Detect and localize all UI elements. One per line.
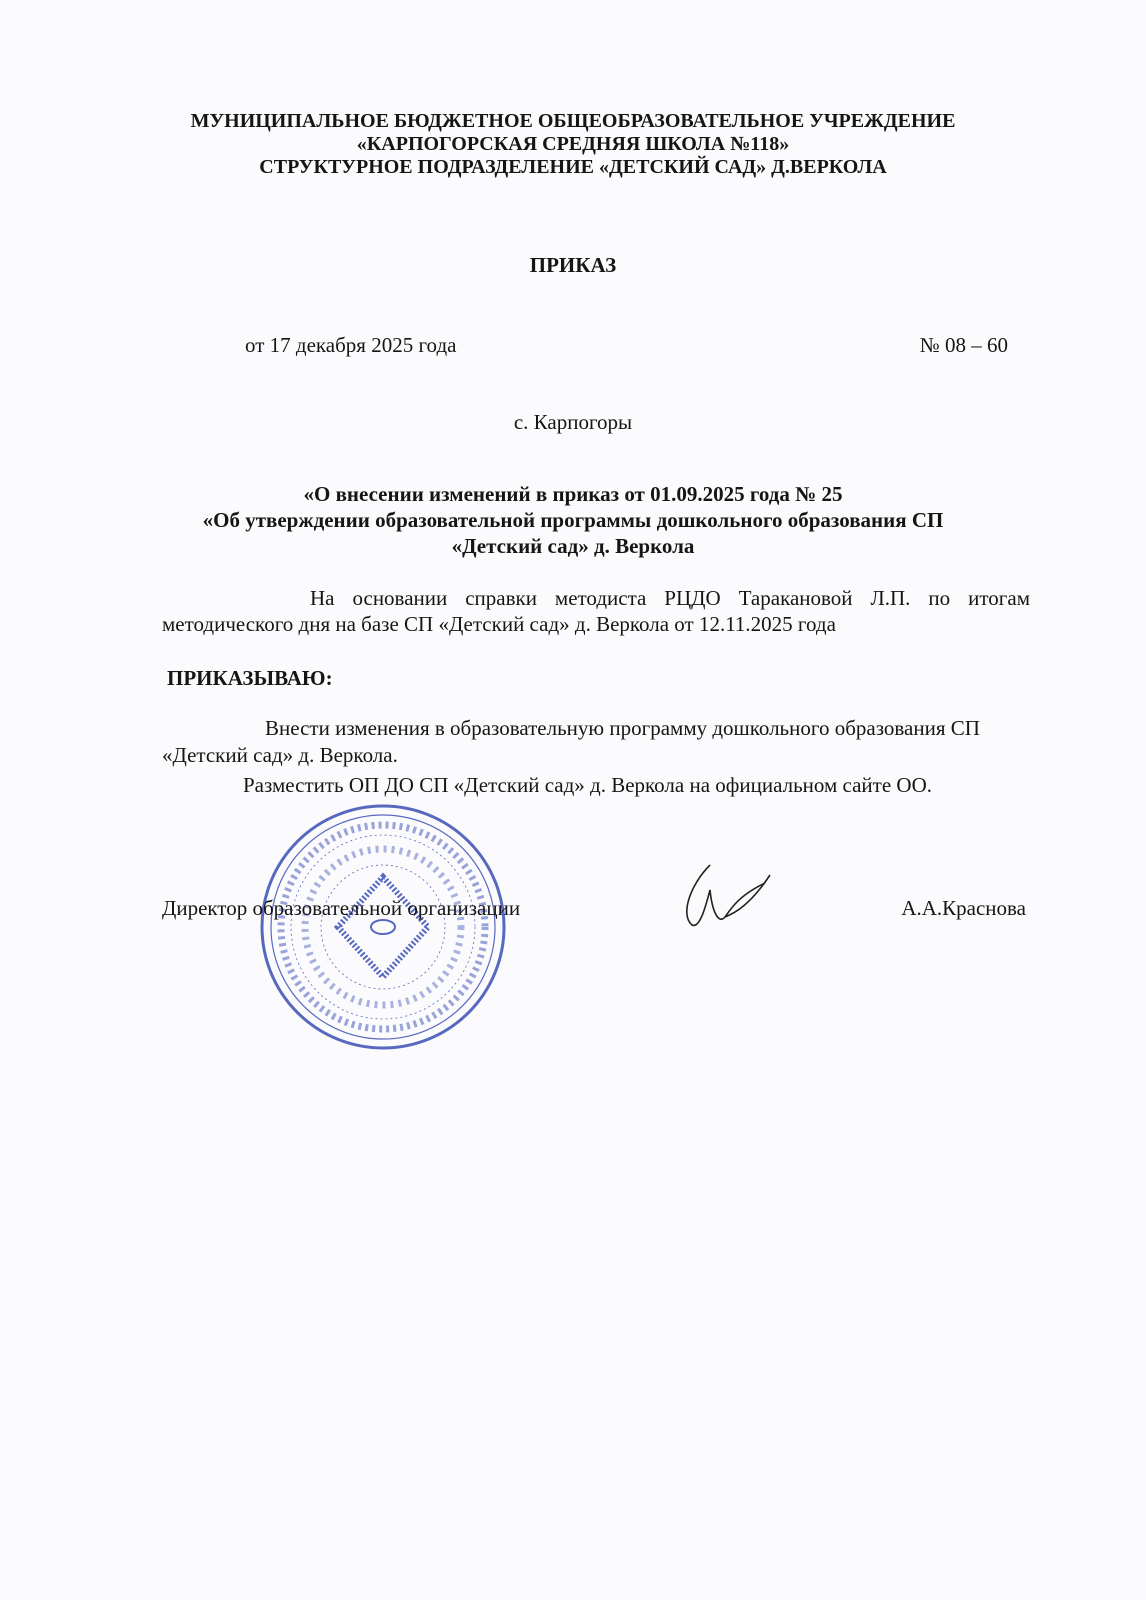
basis-line-2: методического дня на базе СП «Детский сад» д. Веркола от 12.11.2025 года [162,612,836,636]
title-line-1: «О внесении изменений в приказ от 01.09.2025 года № 25 [303,482,843,506]
item-1-line-2: «Детский сад» д. Веркола. [162,743,398,767]
document-type: ПРИКАЗ [529,253,617,277]
signatory-name: А.А.Краснова [901,896,1026,920]
header-line-2: «КАРПОГОРСКАЯ СРЕДНЯЯ ШКОЛА №118» [356,133,790,155]
header-line-3: СТРУКТУРНОЕ ПОДРАЗДЕЛЕНИЕ «ДЕТСКИЙ САД» Д.ВЕРКОЛА [259,156,887,178]
title-line-2: «Об утверждении образовательной программы дошкольного образования СП [202,508,944,532]
signatory-position: Директор образовательной организации [162,896,521,920]
title-line-3: «Детский сад» д. Веркола [451,534,695,558]
item-1-line-1: Внести изменения в образовательную программу дошкольного образования СП [265,716,980,740]
order-word: ПРИКАЗЫВАЮ: [167,666,333,690]
place: с. Карпогоры [513,410,633,434]
handwritten-signature [670,855,780,935]
item-2: Разместить ОП ДО СП «Детский сад» д. Веркола на официальном сайте ОО. [243,773,932,797]
header-line-1: МУНИЦИПАЛЬНОЕ БЮДЖЕТНОЕ ОБЩЕОБРАЗОВАТЕЛЬНОЕ УЧРЕЖДЕНИЕ [190,110,956,132]
order-date: от 17 декабря 2025 года [245,333,457,357]
order-number: № 08 – 60 [919,333,1008,357]
basis-line-1: На основании справки методиста РЦДО Таракановой Л.П. по итогам [310,586,1030,610]
official-seal [258,802,508,1052]
